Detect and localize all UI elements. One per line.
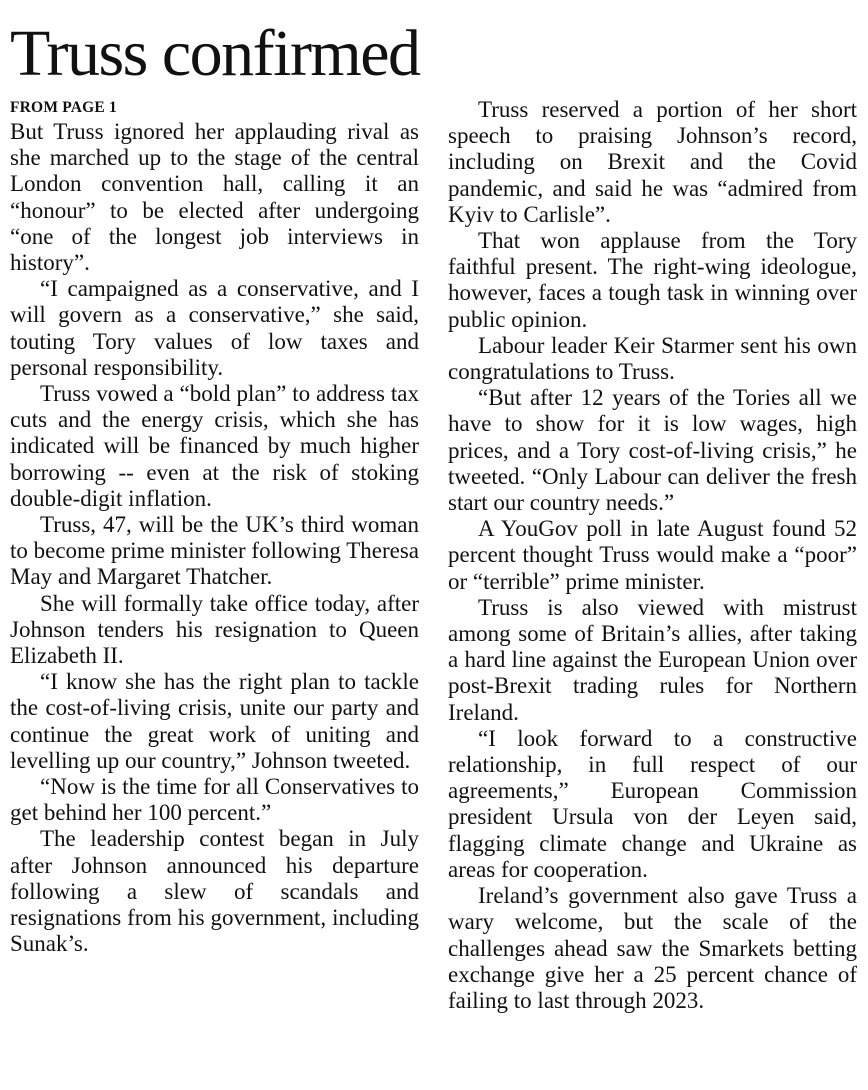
paragraph: Ireland’s government also gave Truss a wary welcome, but the scale of the challenges ahead saw the Smarkets betting exchange give her a 25 percent chance of failing to last through 2023. (448, 883, 857, 1013)
paragraph: “I know she has the right plan to tackle the cost-of-living crisis, unite our party and continue the great work of uniting and levelling up our country,” Johnson tweeted. (10, 669, 419, 773)
paragraph: The leadership contest began in July after Johnson announced his departure following a slew of scandals and resignations from his government, including Sunak’s. (10, 826, 419, 957)
paragraph: Truss is also viewed with mistrust among some of Britain’s allies, after taking a hard line against the European Union over post-Brexit trading rules for Northern Ireland. (448, 594, 857, 725)
article-column-right (448, 97, 857, 1014)
article-column-left (10, 97, 419, 958)
headline: Truss confirmed (10, 17, 420, 90)
continued-from-label: FROM PAGE 1 (10, 99, 117, 116)
paragraph: “But after 12 years of the Tories all we have to show for it is low wages, high prices, and a Tory cost-of-living crisis,” he tweeted. “Only Labour can deliver the fresh start our country needs.” (448, 385, 857, 516)
paragraph: She will formally take office today, after Johnson tenders his resignation to Queen Elizabeth II. (10, 590, 419, 669)
paragraph: A YouGov poll in late August found 52 percent thought Truss would make a “poor” or “terrible” prime minister. (448, 516, 857, 594)
paragraph: “I campaigned as a conservative, and I will govern as a conservative,” she said, touting Tory values of low taxes and personal responsibility. (10, 276, 419, 380)
paragraph: Labour leader Keir Starmer sent his own congratulations to Truss. (448, 332, 857, 385)
paragraph: Truss vowed a “bold plan” to address tax cuts and the energy crisis, which she has indicated will be financed by much higher borrowing -- even at the risk of stoking double-digit inflation. (10, 381, 419, 511)
paragraph: That won applause from the Tory faithful present. The right-wing ideologue, however, faces a tough task in winning over public opinion. (448, 228, 857, 332)
paragraph: “Now is the time for all Conservatives to get behind her 100 percent.” (10, 774, 419, 826)
paragraph: But Truss ignored her applauding rival as she marched up to the stage of the central London convention hall, calling it an “honour” to be elected after undergoing “one of the longest job interviews in history”. (10, 119, 419, 276)
paragraph: Truss reserved a portion of her short speech to praising Johnson’s record, including on Brexit and the Covid pandemic, and said he was “admired from Kyiv to Carlisle”. (448, 97, 857, 227)
paragraph: “I look forward to a constructive relationship, in full respect of our agreements,” European Commission president Ursula von der Leyen said, flagging climate change and Ukraine as areas for cooperation. (448, 725, 857, 882)
paragraph: Truss, 47, will be the UK’s third woman to become prime minister following Theresa May and Margaret Thatcher. (10, 512, 419, 590)
